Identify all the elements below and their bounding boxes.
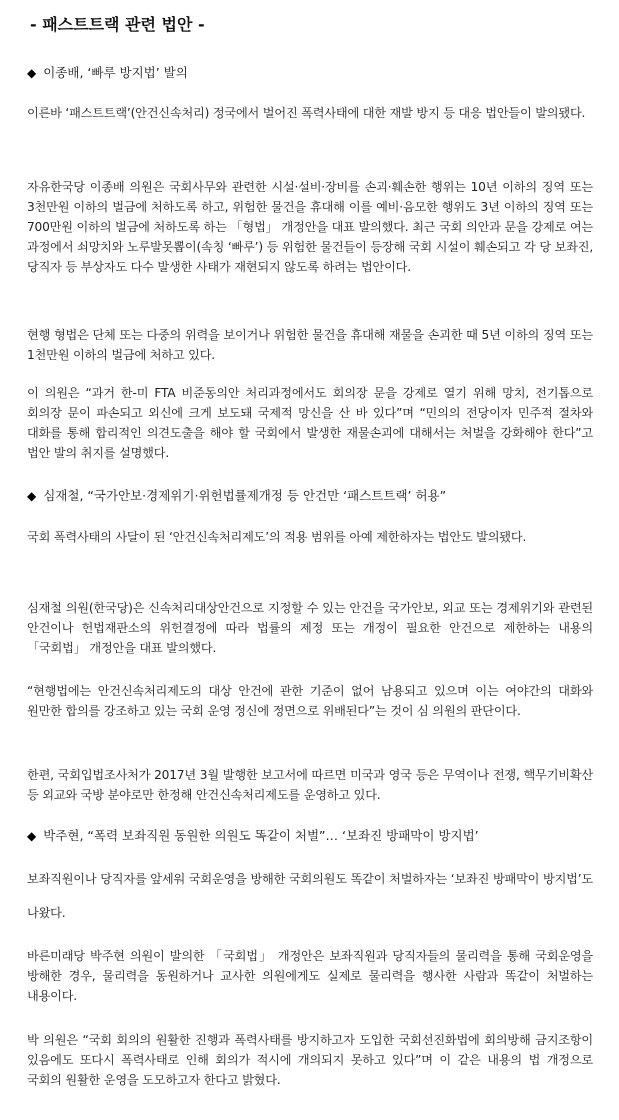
section-heading — [27, 826, 479, 846]
diamond-bullet-icon: ◆ — [27, 66, 37, 80]
section-heading-text: 심재철, “국가안보·경제위기·위헌법률제개정 등 안건만 ‘패스트트랙’ 허용” — [43, 488, 447, 503]
paragraph: 한편, 국회입법조사처가 2017년 3월 발행한 보고서에 따르면 미국과 영국 등은 무역이나 전쟁, 핵무기비확산 등 외교와 국방 분야로만 한정해 안건신속처리제도를 운영하고 있다. — [27, 768, 593, 802]
document-title: - 패스트트랙 관련 법안 - — [30, 15, 205, 34]
diamond-bullet-icon: ◆ — [27, 829, 37, 843]
paragraph: 국회 폭력사태의 사달이 된 ‘안건신속처리제도’의 적용 범위를 아예 제한하자는 법안도 발의됐다. — [27, 530, 527, 544]
paragraph: 바른미래당 박주현 의원이 발의한 「국회법」 개정안은 보좌직원과 당직자들의 물리력을 통해 국회운영을 방해한 경우, 물리력을 동원하거나 교사한 의원에게도 실제로 물리력을 행사한 사람과 똑같이 처벌하는 내용이다. — [27, 949, 593, 1003]
section-heading-text: 이종배, ‘빠루 방지법’ 발의 — [43, 65, 188, 80]
paragraph: 박 의원은 “국회 회의의 원활한 진행과 폭력사태를 방지하고자 도입한 국회선진화법에 회의방해 금지조항이 있음에도 또다시 폭력사태로 인해 회의가 적시에 개의되지 못하고 있다”며 이 같은 내용의 법 개정으로 국회의 원활한 운영을 도모하고자 한다고 밝혔다. — [27, 1033, 593, 1087]
paragraph: 심재철 의원(한국당)은 신속처리대상안건으로 지정할 수 있는 안건을 국가안보, 외교 또는 경제위기와 관련된 안건이나 헌법재판소의 위헌결정에 따라 법률의 제정 또는 개정이 필요한 안건으로 제한하는 내용의 「국회법」 개정안을 대표 발의했다. — [27, 601, 593, 655]
paragraph: “현행법에는 안건신속처리제도의 대상 안건에 관한 기준이 없어 남용되고 있으며 이는 여야간의 대화와 원만한 합의를 강조하고 있는 국회 운영 정신에 정면으로 위배된다”는 것이 심 의원의 판단이다. — [27, 684, 593, 718]
diamond-bullet-icon: ◆ — [27, 489, 37, 503]
section-heading-text: 박주현, “폭력 보좌직원 동원한 의원도 똑같이 처벌”… ‘보좌진 방패막이 방지법’ — [43, 828, 479, 843]
paragraph: 자유한국당 이종배 의원은 국회사무와 관련한 시설·설비·장비를 손괴·훼손한 행위는 10년 이하의 징역 또는 3천만원 이하의 벌금에 처하도록 하고, 위험한 물건을 휴대해 이를 예비·음모한 행위도 3년 이하의 징역 또는 700만원 이하의 벌금에 처하도록 하는 「형법」 개정안을 대표 발의했다. 최근 국회 의안과 문을 강제로 여는 과정에서 쇠망치와 노루발못뽑이(속칭 ‘빠루’) 등 위험한 물건들이 등장해 국회 시설이 훼손되고 각 당 보좌진, 당직자 등 부상자도 다수 발생한 사태가 재현되지 않도록 하려는 법안이다. — [27, 180, 593, 274]
paragraph: 이른바 ‘패스트트랙’(안건신속처리) 정국에서 벌어진 폭력사태에 대한 재발 방지 등 대응 법안들이 발의됐다. — [27, 106, 586, 120]
paragraph: 이 의원은 “과거 한-미 FTA 비준동의안 처리과정에서도 회의장 문을 강제로 열기 위해 망치, 전기톱으로 회의장 문이 파손되고 외신에 크게 보도돼 국제적 망신을 산 바 있다”며 “민의의 전당이자 민주적 절차와 대화를 통해 합리적인 의견도출을 해야 할 국회에서 발생한 재물손괴에 대해서는 처벌을 강화해야 한다”고 법안 발의 취지를 설명했다. — [27, 386, 593, 460]
section-heading — [27, 63, 188, 83]
paragraph: 보좌직원이나 당직자를 앞세워 국회운영을 방해한 국회의원도 똑같이 처벌하자는 ‘보좌진 방패막이 방지법’도 나왔다. — [27, 872, 593, 920]
paragraph: 현행 형법은 단체 또는 다중의 위력을 보이거나 위험한 물건을 휴대해 재물을 손괴한 때 5년 이하의 징역 또는 1천만원 이하의 벌금에 처하고 있다. — [27, 328, 593, 362]
section-heading — [27, 486, 446, 506]
